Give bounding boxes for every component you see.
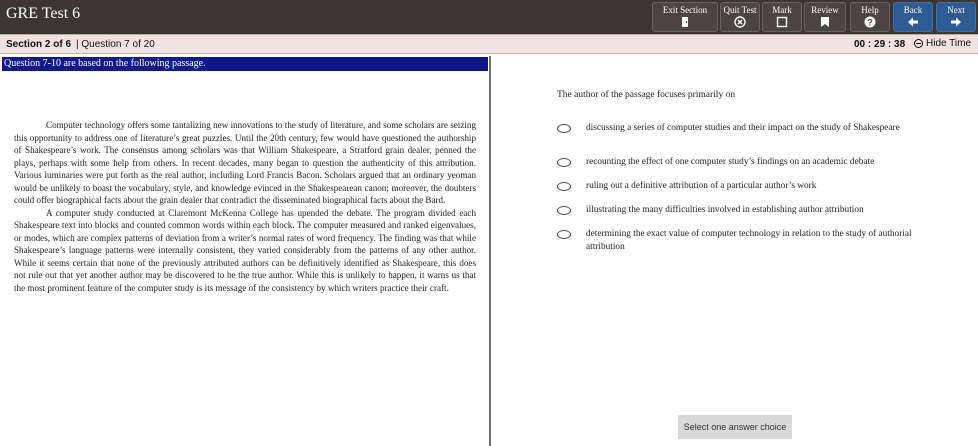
radio-button[interactable] <box>557 158 571 167</box>
radio-button[interactable] <box>557 206 571 215</box>
mark-label: Mark <box>772 5 792 15</box>
arrow-right-icon <box>950 16 962 28</box>
answer-choice-c[interactable] <box>557 180 916 193</box>
door-icon <box>679 16 691 28</box>
help-label: Help <box>861 5 879 15</box>
svg-text:?: ? <box>867 17 873 28</box>
answer-instruction: Select one answer choice <box>678 415 792 439</box>
question-icon <box>864 16 876 28</box>
quit-test-button[interactable] <box>720 2 760 32</box>
next-label: Next <box>947 5 965 15</box>
status-bar <box>0 34 978 54</box>
choice-text: illustrating the many difficulties involved in establishing author attribution <box>586 205 864 215</box>
choice-text: recounting the effect of one computer study’s findings on an academic debate <box>586 157 875 167</box>
answer-choice-b[interactable] <box>557 156 916 169</box>
next-button[interactable] <box>936 2 976 32</box>
back-button[interactable] <box>893 2 933 32</box>
radio-button[interactable] <box>557 124 571 133</box>
passage-text <box>14 119 476 294</box>
passage-paragraph: A computer study conducted at Claremont McKenna College has upended the debate. The program divided each Shakespeare text into blocks and counted common words within each block. The computer measured and ranked eigenvalues, or modes, which are complex patterns of deviation from a writer’s normal rates of word frequency. The finding was that while Shakespeare’s language patterns were internally consistent, they varied considerably from the patterns of any other author. While it seems certain that none of the previously attributed authors can be definitively identified as Shakespeare, this does not rule out that yet another author may be discovered to be the true author. While this is unlikely to happen, it warns us that the most prominent feature of the computer study is its message of the consistency by which writers practice their craft. <box>14 207 476 293</box>
answer-choice-a[interactable] <box>557 122 916 135</box>
passage-header: Question 7-10 are based on the following passage. <box>2 57 488 71</box>
choice-text: discussing a series of computer studies and their impact on the study of Shakespeare <box>586 123 900 133</box>
mark-button[interactable] <box>762 2 802 32</box>
review-label: Review <box>811 5 839 15</box>
top-bar <box>0 0 978 34</box>
choice-text: ruling out a definitive attribution of a particular author’s work <box>586 181 817 191</box>
section-indicator: Section 2 of 6 <box>6 39 72 50</box>
exit-section-label: Exit Section <box>662 5 708 15</box>
review-button[interactable] <box>804 2 846 32</box>
arrow-left-icon <box>907 16 919 28</box>
help-button[interactable] <box>850 2 890 32</box>
back-label: Back <box>903 5 923 15</box>
passage-paragraph: Computer technology offers some tantalizing new innovations to the study of literature, and some scholars are seizing this opportunity to address one of literature’s great puzzles. Until the 20th century, few would have questioned the authorship of Shakespeare’s work. The consensus among scholars was that William Shakespeare, a Stratford grain dealer, penned the plays, perhaps with some help from others. In recent decades, many began to question the authenticity of this attribution. Various luminaries were put forth as the real author, including Lord Francis Bacon. Scholars argued that an ordinary yeoman would be unlikely to boast the vocabulary, style, and knowledge evinced in the Shakespearean canon; moreover, the doubters could offer biographical facts about the grain dealer that contradict the disseminated biographical facts about the Bard. <box>14 120 476 205</box>
timer: 00 : 29 : 38 <box>854 39 906 50</box>
app-title: GRE Test 6 <box>6 5 81 22</box>
question-indicator: | Question 7 of 20 <box>76 39 155 50</box>
close-circle-icon <box>734 16 746 28</box>
answer-choice-d[interactable] <box>557 204 916 217</box>
minus-circle-icon <box>914 39 923 48</box>
bookmark-icon <box>819 16 831 28</box>
hide-time-button[interactable] <box>914 38 971 49</box>
exit-section-button[interactable] <box>652 2 718 32</box>
radio-button[interactable] <box>557 182 571 191</box>
radio-button[interactable] <box>557 230 571 239</box>
quit-test-label: Quit Test <box>723 5 757 15</box>
pane-divider[interactable] <box>489 56 491 446</box>
checkbox-icon <box>776 16 788 28</box>
question-stem: The author of the passage focuses primarily on <box>557 90 736 100</box>
answer-choice-e[interactable] <box>557 228 916 253</box>
choice-text: determining the exact value of computer technology in relation to the study of authorial attribution <box>586 229 912 252</box>
hide-time-label: Hide Time <box>926 38 972 49</box>
